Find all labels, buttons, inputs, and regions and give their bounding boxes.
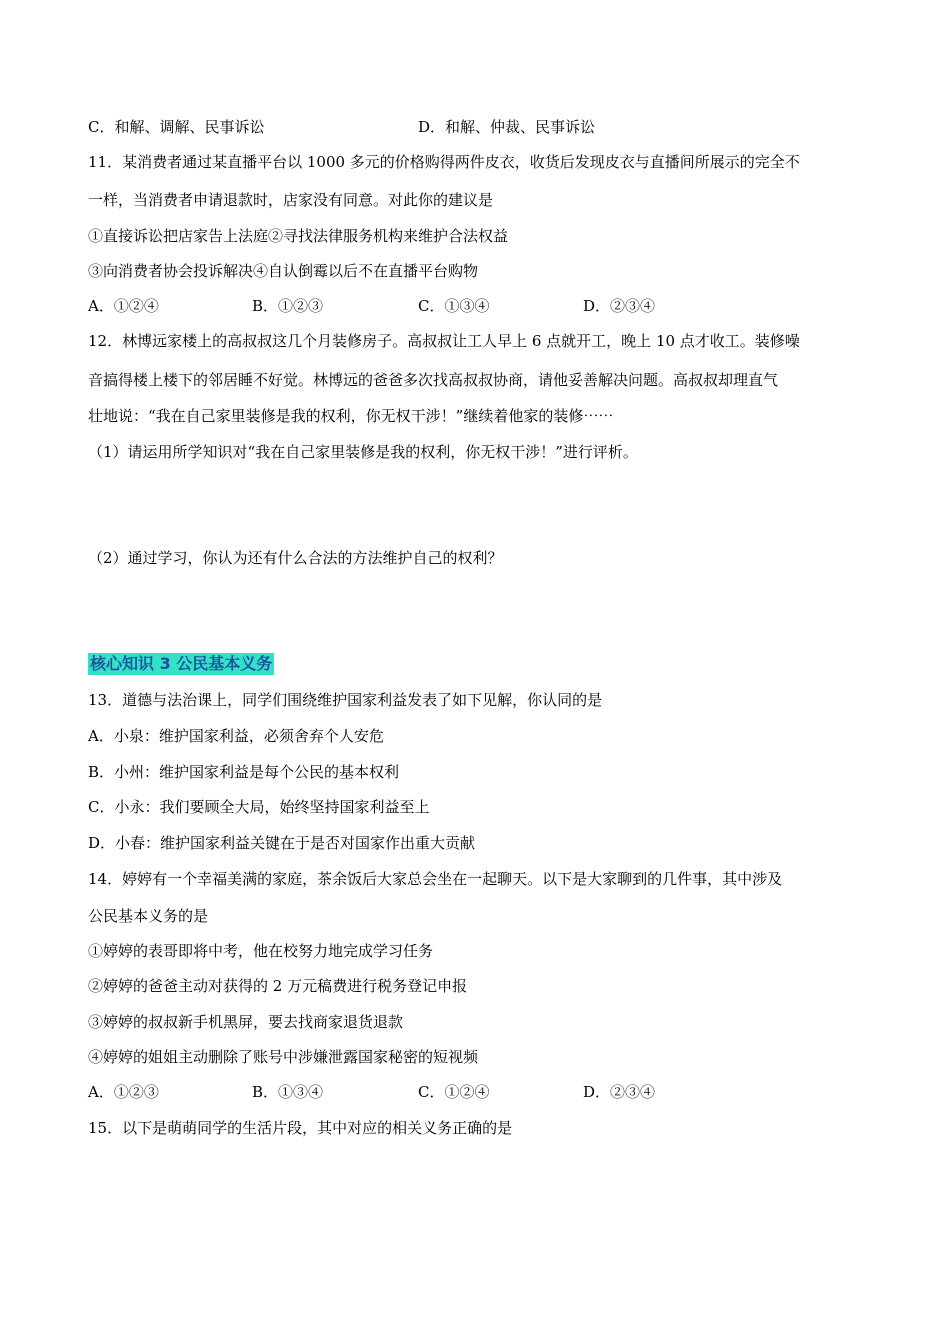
q14-item-3: ③婷婷的叔叔新手机黑屏，要去找商家退货退款 [88, 1013, 404, 1031]
q14-stem-line1: 14．婷婷有一个幸福美满的家庭，茶余饭后大家总会坐在一起聊天。以下是大家聊到的几件事，其中涉及 [88, 870, 783, 888]
section-heading: 核心知识 3 公民基本义务 [90, 654, 273, 673]
q11-stem-line2: 一样，当消费者申请退款时，店家没有同意。对此你的建议是 [88, 191, 494, 209]
q15-stem: 15．以下是萌萌同学的生活片段，其中对应的相关义务正确的是 [88, 1119, 513, 1137]
q12-stem-line3: 壮地说：“我在自己家里装修是我的权利，你无权干涉！”继续着他家的装修⋯⋯ [88, 407, 614, 425]
q14-item-2: ②婷婷的爸爸主动对获得的 2 万元稿费进行税务登记申报 [88, 977, 468, 995]
q14-item-1: ①婷婷的表哥即将中考，他在校努力地完成学习任务 [88, 942, 434, 960]
q13-option-b: B．小州：维护国家利益是每个公民的基本权利 [88, 763, 400, 781]
q14-option-a: A．①②③ [88, 1083, 159, 1101]
q14-option-c: C．①②④ [418, 1083, 490, 1101]
q10-option-c: C．和解、调解、民事诉讼 [88, 118, 265, 136]
q12-subquestion-2: （2）通过学习，你认为还有什么合法的方法维护自己的权利？ [88, 549, 503, 567]
q11-option-d: D．②③④ [583, 297, 656, 315]
q13-option-c: C．小永：我们要顾全大局，始终坚持国家利益至上 [88, 798, 430, 816]
q14-item-4: ④婷婷的姐姐主动删除了账号中涉嫌泄露国家秘密的短视频 [88, 1048, 479, 1066]
q11-item-2: ③向消费者协会投诉解决④自认倒霉以后不在直播平台购物 [88, 262, 479, 280]
q12-subquestion-1: （1）请运用所学知识对“我在自己家里装修是我的权利，你无权干涉！”进行评析。 [88, 443, 638, 461]
q12-stem-line2: 音搞得楼上楼下的邻居睡不好觉。林博远的爸爸多次找高叔叔协商，请他妥善解决问题。高叔叔却理直气 [88, 371, 779, 389]
q11-option-b: B．①②③ [252, 297, 324, 315]
q13-option-a: A．小泉：维护国家利益，必须舍弃个人安危 [88, 727, 384, 745]
q14-option-b: B．①③④ [252, 1083, 324, 1101]
q13-option-d: D．小春：维护国家利益关键在于是否对国家作出重大贡献 [88, 834, 476, 852]
q11-option-a: A．①②④ [88, 297, 159, 315]
q12-stem-line1: 12．林博远家楼上的高叔叔这几个月装修房子。高叔叔让工人早上 6 点就开工，晚上 10 点才收工。装修噪 [88, 332, 800, 350]
q11-item-1: ①直接诉讼把店家告上法庭②寻找法律服务机构来维护合法权益 [88, 227, 509, 245]
q11-stem-line1: 11．某消费者通过某直播平台以 1000 多元的价格购得两件皮衣，收货后发现皮衣与直播间所展示的完全不 [88, 153, 800, 171]
q14-option-d: D．②③④ [583, 1083, 656, 1101]
q11-option-c: C．①③④ [418, 297, 490, 315]
q10-option-d: D．和解、仲裁、民事诉讼 [418, 118, 596, 136]
q14-stem-line2: 公民基本义务的是 [88, 907, 209, 925]
q13-stem: 13．道德与法治课上，同学们围绕维护国家利益发表了如下见解，你认同的是 [88, 691, 603, 709]
